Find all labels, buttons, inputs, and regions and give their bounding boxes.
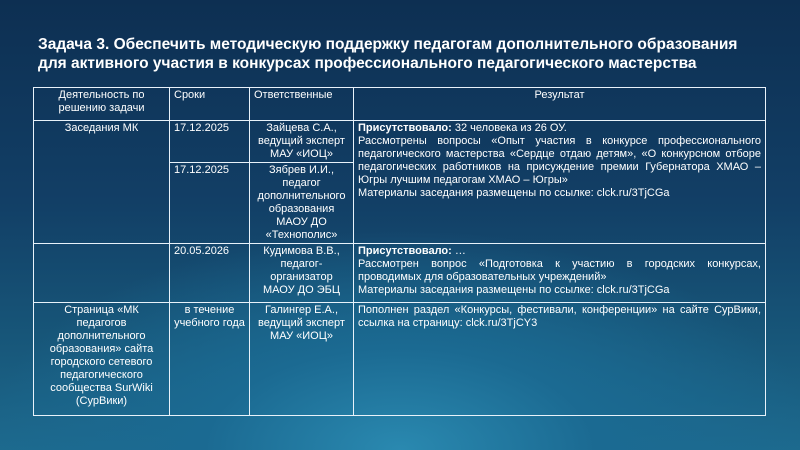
result-cell [354,244,766,303]
responsible-cell: Галингер Е.А., ведущий эксперт МАУ «ИОЦ» [250,303,354,416]
activity-cell: Заседания МК [34,121,170,244]
materials-link-text: Материалы заседания размещены по ссылке: clck.ru/3TjCGa [358,284,670,296]
attended-value: … [451,245,466,257]
attended-label: Присутствовало: [358,245,452,257]
date-cell: 17.12.2025 [170,121,250,163]
materials-link-text: Материалы заседания размещены по ссылке: clck.ru/3TjCGa [358,187,670,199]
responsible-cell: Зябрев И.И., педагог дополнительного образования МАОУ ДО «Технополис» [250,163,354,244]
activity-cell: Страница «МК педагогов дополнительного образования» сайта городского сетевого педагогического сообщества SurWiki (СурВики) [34,303,170,416]
result-cell [354,303,766,416]
header-dates: Сроки [170,88,250,121]
attended-line [358,122,761,135]
header-result: Результат [354,88,766,121]
result-cell [354,121,766,244]
activity-cell [34,244,170,303]
result-text: Рассмотрен вопрос «Подготовка к участию в городских конкурсах, проводимых для образовательных учреждений» [358,258,761,283]
attended-label: Присутствовало: [358,122,452,134]
table-row [34,121,766,163]
attended-line [358,245,761,258]
results-table [33,87,766,416]
result-text: Рассмотрены вопросы «Опыт участия в конкурсе профессионального педагогического мастерства «Сердце отдаю детям», «О конкурсном отборе педагогических работников на присуждение премии Губернатора ХМАО – Югры лучшим педагогам ХМАО – Югры» [358,135,761,186]
responsible-cell: Кудимова В.В., педагог-организатор МАОУ ДО ЭБЦ [250,244,354,303]
result-text: Пополнен раздел «Конкурсы, фестивали, конференции» на сайте СурВики, ссылка на страницу: clck.ru/3TjCY3 [358,304,761,329]
table-header-row [34,88,766,121]
table-row [34,303,766,416]
header-responsible: Ответственные [250,88,354,121]
date-cell: 17.12.2025 [170,163,250,244]
responsible-cell: Зайцева С.А., ведущий эксперт МАУ «ИОЦ» [250,121,354,163]
header-activity: Деятельность по решению задачи [34,88,170,121]
table-row [34,244,766,303]
attended-value: 32 человека из 26 ОУ. [451,122,567,134]
date-cell: в течение учебного года [170,303,250,416]
date-cell: 20.05.2026 [170,244,250,303]
page-title: Задача 3. Обеспечить методическую поддержку педагогам дополнительного образования для активного участия в конкурсах профессионального педагогического мастерства [38,36,738,72]
